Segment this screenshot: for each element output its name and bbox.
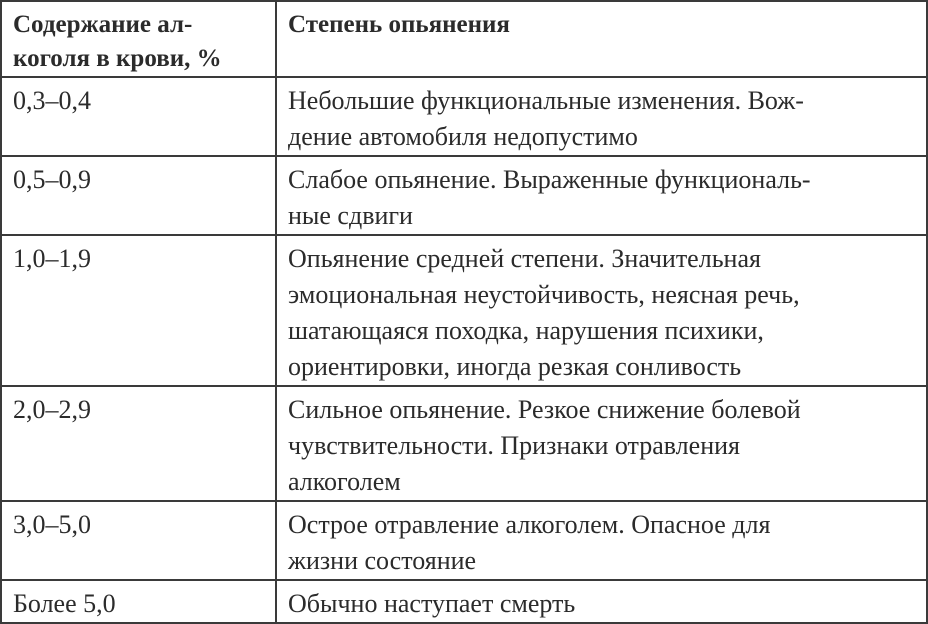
range-cell: 3,0–5,0 (1, 501, 276, 580)
description-line: жизни состояние (288, 546, 477, 575)
header-intoxication-degree-label: Степень опьянения (288, 11, 510, 38)
table-row (1, 77, 927, 156)
description-line: эмоциональная неустойчивость, неясная речь, (288, 280, 800, 309)
table-row (1, 386, 927, 501)
description-cell (276, 386, 927, 501)
header-blood-alcohol-line1: Содержание ал- (13, 11, 193, 38)
description-cell (276, 156, 927, 235)
table-row (1, 580, 927, 623)
description-line: дение автомобиля недопустимо (288, 122, 638, 151)
description-line: шатающаяся походка, нарушения психики, (288, 316, 764, 345)
table-row (1, 501, 927, 580)
range-cell: 0,3–0,4 (1, 77, 276, 156)
description-cell (276, 77, 927, 156)
table-row (1, 235, 927, 386)
description-line: Сильное опьянение. Резкое снижение болевой (288, 395, 801, 424)
range-cell: 2,0–2,9 (1, 386, 276, 501)
description-line: Опьянение средней степени. Значительная (288, 244, 761, 273)
range-cell: Более 5,0 (1, 580, 276, 623)
description-line: Слабое опьянение. Выраженные функциональ- (288, 165, 811, 194)
description-line: чувствительности. Признаки отравления (288, 431, 740, 460)
description-cell (276, 580, 927, 623)
description-cell (276, 501, 927, 580)
header-blood-alcohol-line2: коголя в крови, % (13, 45, 222, 72)
description-cell (276, 235, 927, 386)
description-line: ориентировки, иногда резкая сонливость (288, 352, 742, 381)
table-row (1, 156, 927, 235)
range-cell: 1,0–1,9 (1, 235, 276, 386)
description-line: алкоголем (288, 467, 401, 496)
header-intoxication-degree (276, 1, 927, 77)
range-cell: 0,5–0,9 (1, 156, 276, 235)
header-blood-alcohol (1, 1, 276, 77)
description-line: Острое отравление алкоголем. Опасное для (288, 510, 771, 539)
description-line: ные сдвиги (288, 201, 413, 230)
table-header-row (1, 1, 927, 77)
description-line: Обычно наступает смерть (288, 589, 576, 618)
description-line: Небольшие функциональные изменения. Вож- (288, 86, 804, 115)
